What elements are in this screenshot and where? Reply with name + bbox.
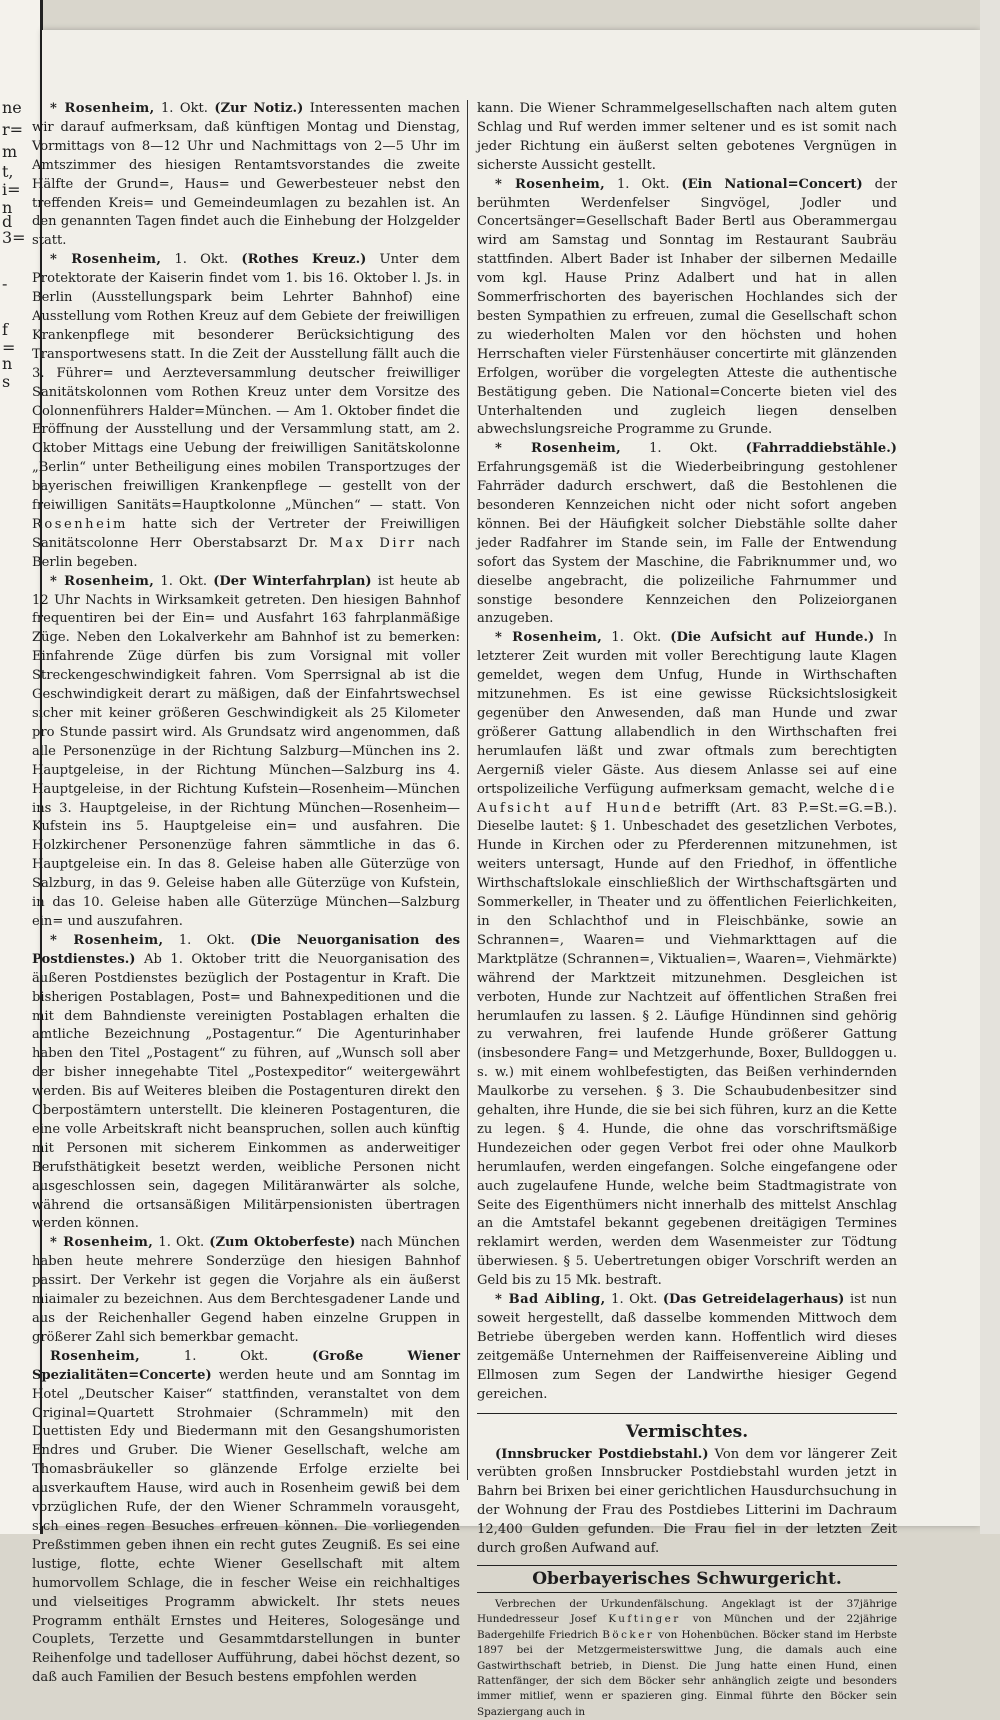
court-text: von Hohenbüchen. Böcker stand im Herbste 1897 bei der Metzgermeisterswittwe Jung, die damals auch eine Gastwirthschaft betrieb, in Dienst. Die Jung hatte einen Hund, einen Rattenfänger, der sich dem Böcker sehr anhänglich zeigte und besonders immer mitlief, wenn er spazieren ging. Einmal führte den Böcker sein Spaziergang auch in [477, 1628, 897, 1718]
margin-fragment: = [2, 338, 16, 357]
court-text: von München und der 22jährige Badergehilfe Friedrich [477, 1613, 897, 1641]
news-item [477, 1291, 897, 1404]
continuation-text: kann. Die Wiener Schrammelgesellschaften nach altem guten Schlag und Ruf werden immer seltener und es ist somit nach jeder Richtung ein äußerst selten gebotenes Vergnügen in sicherste Aussicht gestellt. [477, 101, 897, 173]
news-item [477, 1446, 897, 1559]
item-town: * Bad Aibling, [495, 1292, 606, 1308]
margin-fragment: ne [2, 98, 22, 117]
item-text: Ab 1. Oktober tritt die Neuorganisation des äußeren Postdienstes bezüglich der Postagentur in Kraft. Die bisherigen Postablagen, Post= und Bahnexpeditionen und die mit dem Bahndienste vereinigten Postablagen erhalten die amtliche Bezeichnung „Postagentur.“ Die Agenturinhaber haben den Titel „Postagent“ zu führen, auf „Wunsch soll aber der bisher innegehabte Titel „Postexpeditor“ weitergewährt werden. Bis auf Weiteres bleiben die Postagenturen direkt den Oberpostämtern unterstellt. Die kleineren Postagenturen, die eine volle Arbeitskraft nicht beanspruchen, sollen auch künftig mit Personen mit sicherem Einkommen as anderweitiger Berufsthätigkeit besetzt werden, weibliche Personen nicht ausgeschlossen sein, dagegen Militäranwärter als solche, während die ortsansäßigen Militärpensionisten übertragen werden können. [32, 951, 460, 1232]
news-item [477, 440, 897, 629]
item-town: * Rosenheim, [50, 932, 164, 948]
news-item [32, 100, 460, 251]
item-text: Erfahrungsgemäß ist die Wiederbeibringung gestohlener Fahrräder dadurch erschwert, daß die Bestohlenen die besonderen Kennzeichen nicht oder nicht sofort angeben können. Bei der Häufigkeit solcher Diebstähle sollte daher jeder Radfahrer im Stande sein, im Falle der Entwendung sofort das System der Maschine, die Fabriknummer und, wo dieselbe angebracht, die polizeiliche Fahrnummer und sonstige besondere Kennzeichen den Polizeiorganen anzugeben. [477, 460, 897, 627]
news-item [477, 176, 897, 441]
item-date: 1. Okt. [140, 1348, 313, 1364]
spaced-name: Kuftinger [608, 1613, 681, 1626]
item-topic: (Der Winterfahrplan) [213, 573, 372, 589]
item-town: * Rosenheim, [495, 441, 622, 457]
margin-fragment: d [2, 212, 13, 231]
item-topic: (Die Neuorganisation des Postdienstes.) [32, 932, 461, 967]
item-text: Interessenten machen wir darauf aufmerksam, daß künftigen Montag und Dienstag, Vormittags von 8—12 Uhr und Nachmittags von 2—5 Uhr im Amtszimmer des hiesigen Rentamtsvorstandes die zweite Hälfte der Grund=, Haus= und Gewerbesteuer nebst den treffenden Kreis= und Gemeindeumlagen zu bezahlen ist. An den genannten Tagen findet auch die Einhebung der Holzgelder statt. [32, 101, 460, 249]
section-heading-vermischtes: Vermischtes. [625, 1421, 749, 1442]
item-date: 1. Okt. [602, 630, 671, 646]
news-item [477, 629, 897, 1291]
item-text: Unter dem Protektorate der Kaiserin findet vom 1. bis 16. Oktober l. Js. in Berlin (Ausstellungspark beim Lehrter Bahnhof) eine Ausstellung vom Rothen Kreuz auf dem Gebiete der freiwilligen Krankenpflege mit besonderer Berücksichtigung des Transportwesens statt. In die Zeit der Ausstellung fällt auch die 3. Führer= und Aerzteversammlung deutscher freiwilliger Sanitätskolonnen vom Rothen Kreuz unter dem Vorsitze des Colonnenführers Halder=München. — Am 1. Oktober findet die Eröffnung der Ausstellung und der Versammlung statt, am 2. Oktober Mittags eine Uebung der freiwilligen Sanitätskolonne „Berlin“ unter Betheiligung eines mobilen Transportzuges der bayerischen freiwilligen Krankenpflege — gestellt von der freiwilligen Sanitäts=Hauptkolonne „München“ — statt. Von [32, 252, 461, 514]
news-item [32, 1348, 460, 1688]
news-item [32, 932, 460, 1235]
left-column [32, 100, 460, 1688]
right-column [477, 100, 897, 1720]
margin-fragment: t, [2, 162, 14, 181]
item-topic: (Fahrraddiebstähle.) [745, 441, 897, 457]
item-topic: (Die Aufsicht auf Hunde.) [670, 630, 875, 646]
item-town: * Rosenheim, [50, 252, 162, 268]
court-report [477, 1597, 897, 1720]
news-item [32, 573, 460, 932]
section-rule [477, 1413, 897, 1414]
item-topic: (Zur Notiz.) [214, 101, 304, 116]
news-item [32, 251, 460, 572]
item-date: 1. Okt. [605, 176, 682, 192]
item-text: hatte sich der Vertreter der Freiwilligen Sanitätscolonne Herr Oberstabsarzt Dr. [32, 516, 460, 551]
news-item [32, 1234, 460, 1347]
item-town: * Rosenheim, [495, 630, 603, 646]
item-text: In letzterer Zeit wurden mit voller Berechtigung laute Klagen gemeldet, wegen dem Unfug, Hunde in Wirthschaften mitzunehmen. Es ist eine gewisse Rücksichtslosigkeit gegenüber den Anwesenden, daß man Hunde und zwar größerer Gattung allabendlich in den Wirthschaften frei herumlaufen läßt und zwar oftmals zum berechtigten Aergerniß vieler Gäste. Aus diesem Anlasse sei auf eine ortspolizeiliche Verfügung aufmerksam gemacht, welche [477, 630, 897, 797]
right-page-edge [980, 0, 1000, 1534]
item-text: der berühmten Werdenfelser Singvögel, Jodler und Concertsänger=Gesellschaft Bader Bertl aus Oberammergau wird am Samstag und Sonntag im Restaurant Saubräu stattfinden. Albert Bader ist Inhaber der silbernen Medaille vom kgl. Hause Prinz Adalbert und hat in allen Sommerfrischorten des bayerischen Hochlandes sich der besten Sympathien zu erfreuen, zumal die Gesellschaft schon zu wiederholten Malen vor den höchsten und hohen Herrschaften vieler Fürstenhäuser concertirte mit glänzenden Erfolgen, worüber die vorgelegten Atteste die authentische Bestätigung geben. Die National=Concerte bieten viel des Unterhaltenden und zugleich liegen denselben abwechslungsreiche Programme zu Grunde. [477, 176, 897, 438]
item-topic: (Zum Oktoberfeste) [209, 1235, 356, 1251]
item-text: werden heute und am Sonntag im Hotel „Deutscher Kaiser“ stattfinden, veranstaltet von dem Original=Quartett Strohmaier (Schrammeln) mit den Duettisten Edy und Biedermann mit den Gesangshumoristen Endres und Gruber. Die Wiener Gesellschaft, welche am Thomasbräukeller so glänzende Erfolge erzielte bei ausverkauftem Hause, wird auch in Rosenheim gewiß bei dem vorzüglichen Rufe, der den Wiener Schrammeln vorausgeht, sich eines regen Besuches erfreuen können. Die vorliegenden Preßstimmen geben ihnen ein recht gutes Zeugniß. Es sei eine lustige, flotte, echte Wiener Gesellschaft mit altem humorvollem Schlage, die in fescher Weise ein reichhaltiges und vielseitiges Programm abwickelt. Ihr stets neues Programm enthält Ernstes und Heiteres, Sologesänge und Couplets, Terzette und Gesammtdarstellungen in bunter Reihenfolge und tadelloser Aufführung, dabei höchst dezent, so daß auch Familien der Besuch bestens empfohlen werden [32, 1367, 460, 1686]
item-town: * Rosenheim, [50, 1235, 154, 1251]
item-topic: (Große Wiener Spezialitäten=Concerte) [32, 1348, 461, 1383]
item-text: ist heute ab 12 Uhr Nachts in Wirksamkeit getreten. Den hiesigen Bahnhof frequentiren bei der Ein= und Ausfahrt 163 fahrplanmäßige Züge. Neben den Lokalverkehr am Bahnhof ist zu bemerken: Einfahrende Züge dürfen bis zum Vorsignal mit voller Streckengeschwindigkeit fahren. Vom Sperrsignal ab ist die Geschwindigkeit derart zu mäßigen, daß der Einfahrtswechsel sicher mit keiner größeren Geschwindigkeit als 25 Kilometer pro Stunde passirt wird. Als Grundsatz wird angenommen, daß alle Personenzüge in der Richtung Salzburg—München ins 2. Hauptgeleise, in der Richtung München—Salzburg ins 4. Hauptgeleise, in der Richtung Kufstein—Rosenheim—München ins 3. Hauptgeleise, in der Richtung München—Rosenheim—Kufstein ins 5. Hauptgeleise ein= und ausfahren. Die Holzkirchener Personenzüge fahren sämmtliche in das 6. Hauptgeleise ein. In das 8. Geleise haben alle Güterzüge von Salzburg, in das 9. Geleise haben alle Güterzüge von Kufstein, in das 10. Geleise haben alle Güterzüge München—Salzburg ein= und auszufahren. [32, 573, 460, 929]
item-date: 1. Okt. [153, 1235, 210, 1251]
item-text: nach Berlin begeben. [32, 535, 461, 570]
item-date: 1. Okt. [154, 101, 215, 116]
item-date: 1. Okt. [161, 252, 242, 268]
item-town: * Rosenheim, [50, 573, 155, 589]
section-heading-court: Oberbayerisches Schwurgericht. [477, 1565, 897, 1593]
spaced-phrase: die Aufsicht auf Hunde [477, 781, 897, 816]
item-date: 1. Okt. [163, 932, 251, 948]
court-text: Verbrechen der Urkundenfälschung. Angeklagt ist der 37jährige Hundedresseur Josef [477, 1597, 897, 1626]
item-text: betrifft (Art. 83 P.=St.=G.=B.). Dieselbe lautet: § 1. Unbeschadet des gesetzlichen Verbotes, Hunde in Kirchen oder zu Pferderennen mitzunehmen, ist weiters untersagt, Hunde auf den Friedhof, in öffentliche Wirthschaftslokale einschließlich der Wirthschaftsgärten und Sommerkeller, in Theater und zu öffentlichen Feierlichkeiten, in den Schlachthof und in Fleischbänke, sowie an Schrannen=, Waaren= und Viehmarkttagen auf die Marktplätze (Schrannen=, Viktualien=, Waaren=, Viehmärkte) während der Marktzeit mitzunehmen. Desgleichen ist verboten, Hunde zur Nachtzeit auf öffentlichen Straßen frei herumlaufen zu lassen. § 2. Läufige Hündinnen sind gehörig zu verwahren, frei laufende Hunde größerer Gattung (insbesondere Fang= und Metzgerhunde, Boxer, Bulldoggen u. s. w.) mit einem wohlbefestigten, das Beißen verhindernden Maulkorbe zu versehen. § 3. Die Schaubudenbesitzer sind gehalten, ihre Hunde, die sie bei sich führen, kurz an die Kette zu legen. § 4. Hunde, die ohne das vorschriftsmäßige Hundezeichen oder gegen Verbot frei oder ohne Maulkorb herumlaufen, werden eingefangen. Solche eingefangene oder auch zugelaufene Hunde, welche beim Stadtmagistrate von Seite des Eigenthümers nicht innerhalb des mittelst Anschlag an die Amtstafel bekannt gegebenen dreitägigen Termines reklamirt werden, werden dem Wasenmeister zur Tödtung überwiesen. § 5. Uebertretungen obiger Vorschrift werden an Geld bis zu 15 Mk. bestraft. [477, 800, 898, 1289]
item-topic: (Das Getreidelagerhaus) [662, 1292, 845, 1308]
margin-fragment: - [2, 274, 8, 293]
item-text: ist nun soweit hergestellt, daß dasselbe kommenden Mittwoch dem Betriebe übergeben werden kann. Hoffentlich wird dieses zeitgemäße Unternehmen der Raiffeisenvereine Aibling und Ellmosen zum Segen der Landwirthe hiesiger Gegend gereichen. [477, 1292, 897, 1402]
spaced-name: Max Dirr [329, 535, 417, 551]
item-date: 1. Okt. [605, 1292, 663, 1308]
item-topic: (Innsbrucker Postdiebstahl.) [495, 1446, 709, 1462]
margin-fragment: r= [2, 120, 24, 139]
item-town: * Rosenheim, [50, 101, 155, 116]
item-date: 1. Okt. [621, 441, 746, 457]
item-date: 1. Okt. [154, 573, 214, 589]
item-topic: (Ein National=Concert) [681, 176, 863, 192]
margin-fragment: f [2, 320, 8, 339]
margin-fragment: 3= [2, 228, 26, 247]
margin-fragment: n [2, 198, 13, 217]
margin-fragment: m [2, 142, 18, 161]
margin-fragment: i= [2, 180, 21, 199]
item-town: Rosenheim, [50, 1348, 141, 1364]
item-text: nach München haben heute mehrere Sonderzüge den hiesigen Bahnhof passirt. Der Verkehr ist gegen die Vorjahre als ein äußerst miaimaler zu bezeichnen. Aus dem Berchtesgadener Lande und aus der Reichenhaller Gegend haben einzelne Gruppen in größerer Zahl sich bemerkbar gemacht. [32, 1235, 460, 1345]
margin-fragment: s [2, 372, 11, 391]
margin-fragment: n [2, 354, 13, 373]
column-divider [467, 100, 468, 1480]
item-text: Von dem vor längerer Zeit verübten großen Innsbrucker Postdiebstahl wurden jetzt in Bahrn bei Brixen bei einer gerichtlichen Hausdurchsuchung in der Wohnung der Frau des Postdiebes Litterini im Dachraum 12,400 Gulden gefunden. Die Frau fiel in der letzten Zeit durch großen Aufwand auf. [477, 1446, 897, 1557]
item-topic: (Rothes Kreuz.) [241, 252, 367, 268]
item-town: * Rosenheim, [495, 176, 606, 192]
spaced-name: Rosenheim [32, 516, 128, 532]
spaced-name: Böcker [602, 1628, 655, 1641]
